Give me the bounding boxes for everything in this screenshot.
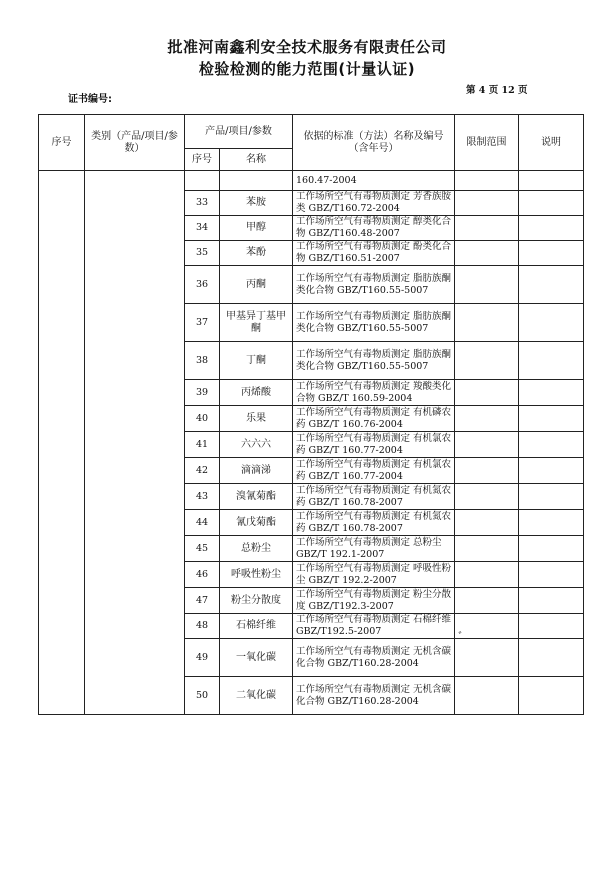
item-name: 乐果 [220,406,293,432]
note-cell [519,458,584,484]
item-standard: 工作场所空气有毒物质测定 有机氮农药 GBZ/T 160.78-2007 [293,510,455,536]
limit-cell [455,304,519,342]
limit-cell [455,484,519,510]
item-number: 45 [185,536,220,562]
item-name: 苯酚 [220,241,293,266]
item-standard: 工作场所空气有毒物质测定 石棉纤维 GBZ/T192.5-2007 [293,614,455,639]
note-cell [519,266,584,304]
note-cell [519,639,584,677]
item-number [185,171,220,191]
limit-cell [455,458,519,484]
page-info: 第 4 页 12 页 [466,85,528,96]
item-standard: 工作场所空气有毒物质测定 脂肪族酮类化合物 GBZ/T160.55-5007 [293,266,455,304]
header-note: 说明 [519,115,584,171]
note-cell [519,562,584,588]
item-standard: 工作场所空气有毒物质测定 有机氮农药 GBZ/T 160.78-2007 [293,484,455,510]
item-number: 41 [185,432,220,458]
item-number: 40 [185,406,220,432]
item-standard: 工作场所空气有毒物质测定 有机磷农药 GBZ/T 160.76-2004 [293,406,455,432]
item-name: 呼吸性粉尘 [220,562,293,588]
item-name: 甲基异丁基甲酮 [220,304,293,342]
item-standard: 工作场所空气有毒物质测定 总粉尘 GBZ/T 192.1-2007 [293,536,455,562]
note-cell [519,484,584,510]
item-number: 47 [185,588,220,614]
limit-cell [455,342,519,380]
item-number: 46 [185,562,220,588]
note-cell [519,677,584,715]
note-cell [519,536,584,562]
item-name: 总粉尘 [220,536,293,562]
note-cell [519,380,584,406]
limit-cell [455,677,519,715]
limit-cell [455,588,519,614]
item-name: 溴氰菊酯 [220,484,293,510]
document-title: 批准河南鑫利安全技术服务有限责任公司 [167,38,447,56]
item-number: 35 [185,241,220,266]
header-category: 类别（产品/项目/参数） [85,115,185,171]
limit-cell [455,562,519,588]
capability-table [38,114,584,715]
category-cell [85,171,185,715]
note-cell [519,216,584,241]
item-name: 六六六 [220,432,293,458]
item-name: 丙酮 [220,266,293,304]
note-cell [519,241,584,266]
item-standard: 工作场所空气有毒物质测定 羧酸类化合物 GBZ/T 160.59-2004 [293,380,455,406]
limit-cell [455,510,519,536]
item-name: 苯胺 [220,191,293,216]
note-cell [519,406,584,432]
item-number: 49 [185,639,220,677]
item-name: 二氧化碳 [220,677,293,715]
note-cell [519,171,584,191]
header-seq: 序号 [39,115,85,171]
note-cell [519,191,584,216]
item-standard: 160.47-2004 [293,171,455,191]
limit-cell [455,191,519,216]
item-name: 一氧化碳 [220,639,293,677]
limit-cell [455,639,519,677]
item-name: 滴滴涕 [220,458,293,484]
document-subtitle: 检验检测的能力范围(计量认证) [198,60,416,78]
item-standard: 工作场所空气有毒物质测定 无机含碳化合物 GBZ/T160.28-2004 [293,639,455,677]
table-row [39,171,584,191]
note-cell [519,588,584,614]
seq-cell [39,171,85,715]
header-limit: 限制范围 [455,115,519,171]
item-standard: 工作场所空气有毒物质测定 粉尘分散度 GBZ/T192.3-2007 [293,588,455,614]
item-standard: 工作场所空气有毒物质测定 脂肪族酮类化合物 GBZ/T160.55-5007 [293,342,455,380]
limit-cell [455,614,519,639]
ink-mark: ﾞ [458,630,465,644]
item-standard: 工作场所空气有毒物质测定 酚类化合物 GBZ/T160.51-2007 [293,241,455,266]
item-number: 44 [185,510,220,536]
item-name: 丁酮 [220,342,293,380]
limit-cell [455,266,519,304]
item-number: 43 [185,484,220,510]
item-number: 48 [185,614,220,639]
note-cell [519,510,584,536]
item-name: 氰戊菊酯 [220,510,293,536]
item-number: 34 [185,216,220,241]
item-number: 36 [185,266,220,304]
certificate-number-label: 证书编号: [68,94,112,105]
limit-cell [455,536,519,562]
item-standard: 工作场所空气有毒物质测定 呼吸性粉尘 GBZ/T 192.2-2007 [293,562,455,588]
item-number: 38 [185,342,220,380]
item-name: 石棉纤维 [220,614,293,639]
limit-cell [455,216,519,241]
item-standard: 工作场所空气有毒物质测定 醇类化合物 GBZ/T160.48-2007 [293,216,455,241]
note-cell [519,342,584,380]
limit-cell [455,171,519,191]
item-name: 粉尘分散度 [220,588,293,614]
item-standard: 工作场所空气有毒物质测定 无机含碳化合物 GBZ/T160.28-2004 [293,677,455,715]
item-number: 37 [185,304,220,342]
item-standard: 工作场所空气有毒物质测定 有机氯农药 GBZ/T 160.77-2004 [293,432,455,458]
limit-cell [455,380,519,406]
header-sub-name: 名称 [220,149,293,171]
item-name [220,171,293,191]
item-standard: 工作场所空气有毒物质测定 脂肪族酮类化合物 GBZ/T160.55-5007 [293,304,455,342]
limit-cell [455,432,519,458]
item-number: 33 [185,191,220,216]
header-sub-seq: 序号 [185,149,220,171]
limit-cell [455,241,519,266]
note-cell [519,614,584,639]
item-standard: 工作场所空气有毒物质测定 有机氯农药 GBZ/T 160.77-2004 [293,458,455,484]
item-number: 50 [185,677,220,715]
note-cell [519,432,584,458]
header-standard: 依据的标准（方法）名称及编号（含年号） [293,115,455,171]
note-cell [519,304,584,342]
item-number: 39 [185,380,220,406]
item-name: 丙烯酸 [220,380,293,406]
header-product: 产品/项目/参数 [185,115,293,149]
item-name: 甲醇 [220,216,293,241]
item-number: 42 [185,458,220,484]
limit-cell [455,406,519,432]
item-standard: 工作场所空气有毒物质测定 芳香族胺类 GBZ/T160.72-2004 [293,191,455,216]
